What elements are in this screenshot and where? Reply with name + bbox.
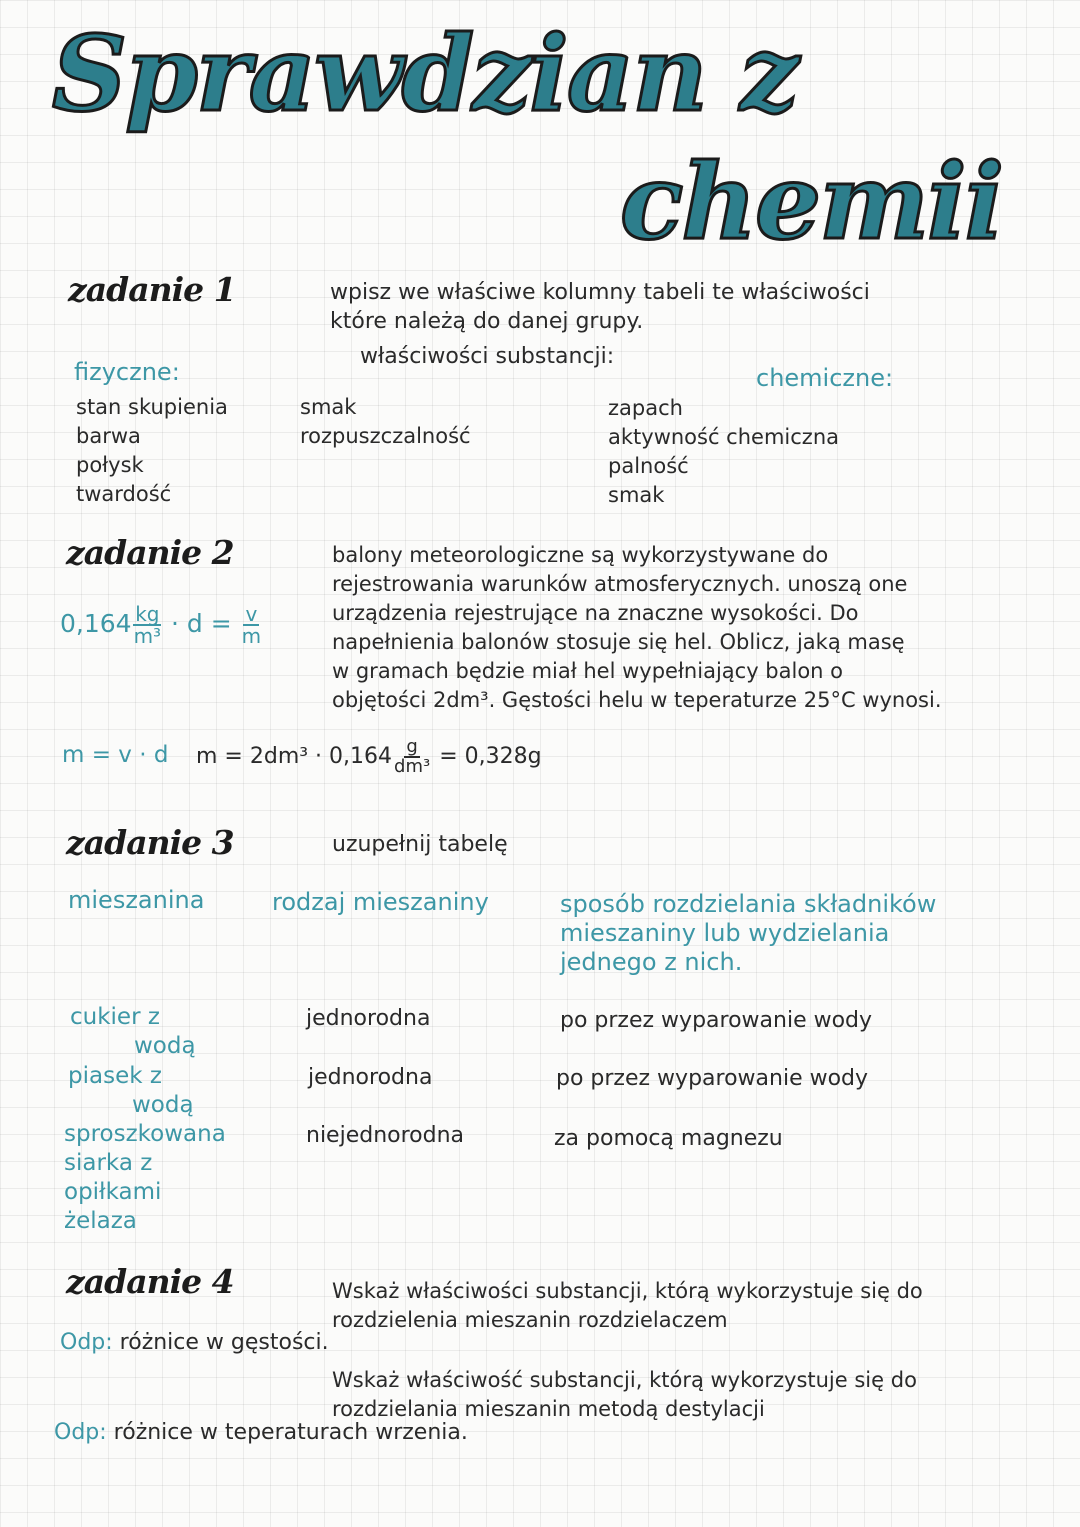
mixture-line: żelaza [64, 1208, 137, 1234]
task2-text-line: objętości 2dm³. Gęstości helu w teperaturze 25°C wynosi. [332, 688, 942, 712]
header-method-line: sposób rozdzielania składników [560, 890, 937, 918]
property-item: palność [608, 454, 689, 478]
answer-label: Odp: [54, 1420, 107, 1445]
task2-text [332, 541, 942, 715]
property-item: barwa [76, 424, 141, 448]
task4-question2 [332, 1366, 917, 1424]
task2-text-line: balony meteorologiczne są wykorzystywane do [332, 543, 829, 567]
header-method-line: jednego z nich. [560, 948, 743, 976]
task2-heading: zadanie 2 [66, 533, 234, 572]
property-item: smak [608, 483, 665, 507]
mixture-line: piasek z [68, 1063, 162, 1089]
property-item: rozpuszczalność [300, 424, 471, 448]
mixture-line: opiłkami [64, 1179, 162, 1205]
property-item: smak [300, 395, 357, 419]
task1-table-title: właściwości substancji: [360, 344, 615, 369]
table-row-method: po przez wyparowanie wody [556, 1066, 869, 1091]
density-formula-lhs: · d = [171, 609, 232, 638]
answer-text: różnice w gęstości. [119, 1330, 329, 1355]
page-title-line1: Sprawdzian z [52, 12, 798, 135]
task3-header-method [560, 890, 936, 977]
task3-heading: zadanie 3 [66, 823, 234, 862]
question-line: Wskaż właściwości substancji, którą wykorzystuje się do [332, 1279, 923, 1303]
table-row-type: jednorodna [308, 1065, 433, 1090]
task1-physical-column-2 [300, 393, 471, 451]
property-item: stan skupienia [76, 395, 228, 419]
task3-header-mixture: mieszanina [68, 886, 205, 914]
property-item: twardość [76, 482, 172, 506]
table-row-mixture [68, 1062, 194, 1120]
question-line: Wskaż właściwość substancji, którą wykorzystuje się do [332, 1368, 917, 1392]
mixture-line: siarka z [64, 1150, 153, 1176]
task2-calculation [196, 738, 542, 776]
mixture-line: cukier z [70, 1004, 160, 1030]
calc-lhs: m = 2dm³ · 0,164 [196, 744, 393, 769]
calc-fraction [392, 738, 432, 776]
task2-text-line: rejestrowania warunków atmosferycznych. unoszą one [332, 572, 908, 596]
answer-text: różnice w teperaturach wrzenia. [113, 1420, 468, 1445]
mixture-line: wodą [132, 1092, 194, 1118]
task1-instruction-line2: które należą do danej grupy. [330, 309, 644, 334]
table-row-type: niejednorodna [306, 1123, 465, 1148]
mixture-line: sproszkowana [64, 1121, 226, 1147]
header-method-line: mieszaniny lub wydzielania [560, 919, 890, 947]
question-line: rozdzielenia mieszanin rozdzielaczem [332, 1308, 728, 1332]
task1-chemical-column [608, 394, 839, 510]
unit-denominator: m³ [133, 624, 162, 648]
calc-numerator: g [406, 736, 418, 757]
task2-text-line: napełnienia balonów stosuje się hel. Oblicz, jaką masę [332, 630, 905, 654]
unit-fraction [132, 604, 164, 646]
table-row-mixture [70, 1003, 196, 1061]
task1-instruction-line1: wpisz we właściwe kolumny tabeli te właściwości [330, 280, 870, 305]
task3-instruction: uzupełnij tabelę [332, 832, 508, 857]
table-row-method: za pomocą magnezu [554, 1126, 783, 1151]
calc-result: = 0,328g [439, 744, 542, 769]
property-item: połysk [76, 453, 144, 477]
question-line: rozdzielania mieszanin metodą destylacji [332, 1397, 765, 1421]
density-denominator: m [241, 624, 262, 648]
calc-denominator: dm³ [394, 756, 431, 777]
task1-physical-column-1 [76, 393, 228, 509]
mass-formula: m = v · d [62, 742, 169, 768]
density-fraction [240, 604, 263, 646]
task1-heading: zadanie 1 [68, 270, 236, 309]
task4-answer1 [60, 1330, 329, 1355]
task2-text-line: w gramach będzie miał hel wypełniający balon o [332, 659, 844, 683]
task4-answer2 [54, 1420, 468, 1445]
task1-chemical-label: chemiczne: [756, 364, 894, 392]
unit-numerator: kg [135, 602, 160, 626]
table-row-type: jednorodna [306, 1006, 431, 1031]
density-numerator: v [245, 602, 258, 626]
task2-text-line: urządzenia rejestrujące na znaczne wysokości. Do [332, 601, 859, 625]
task3-header-type: rodzaj mieszaniny [272, 888, 489, 916]
property-item: aktywność chemiczna [608, 425, 839, 449]
task2-mass-formula [62, 742, 168, 768]
task4-heading: zadanie 4 [66, 1262, 234, 1301]
page-title-line2: chemii [620, 140, 1003, 263]
task1-physical-label: fizyczne: [74, 358, 180, 386]
task4-question1 [332, 1277, 923, 1335]
given-value: 0,164 [60, 609, 132, 638]
table-row-method: po przez wyparowanie wody [560, 1008, 873, 1033]
task2-given-density [60, 604, 263, 646]
property-item: zapach [608, 396, 683, 420]
answer-label: Odp: [60, 1330, 113, 1355]
table-row-mixture [64, 1120, 226, 1236]
mixture-line: wodą [134, 1033, 196, 1059]
